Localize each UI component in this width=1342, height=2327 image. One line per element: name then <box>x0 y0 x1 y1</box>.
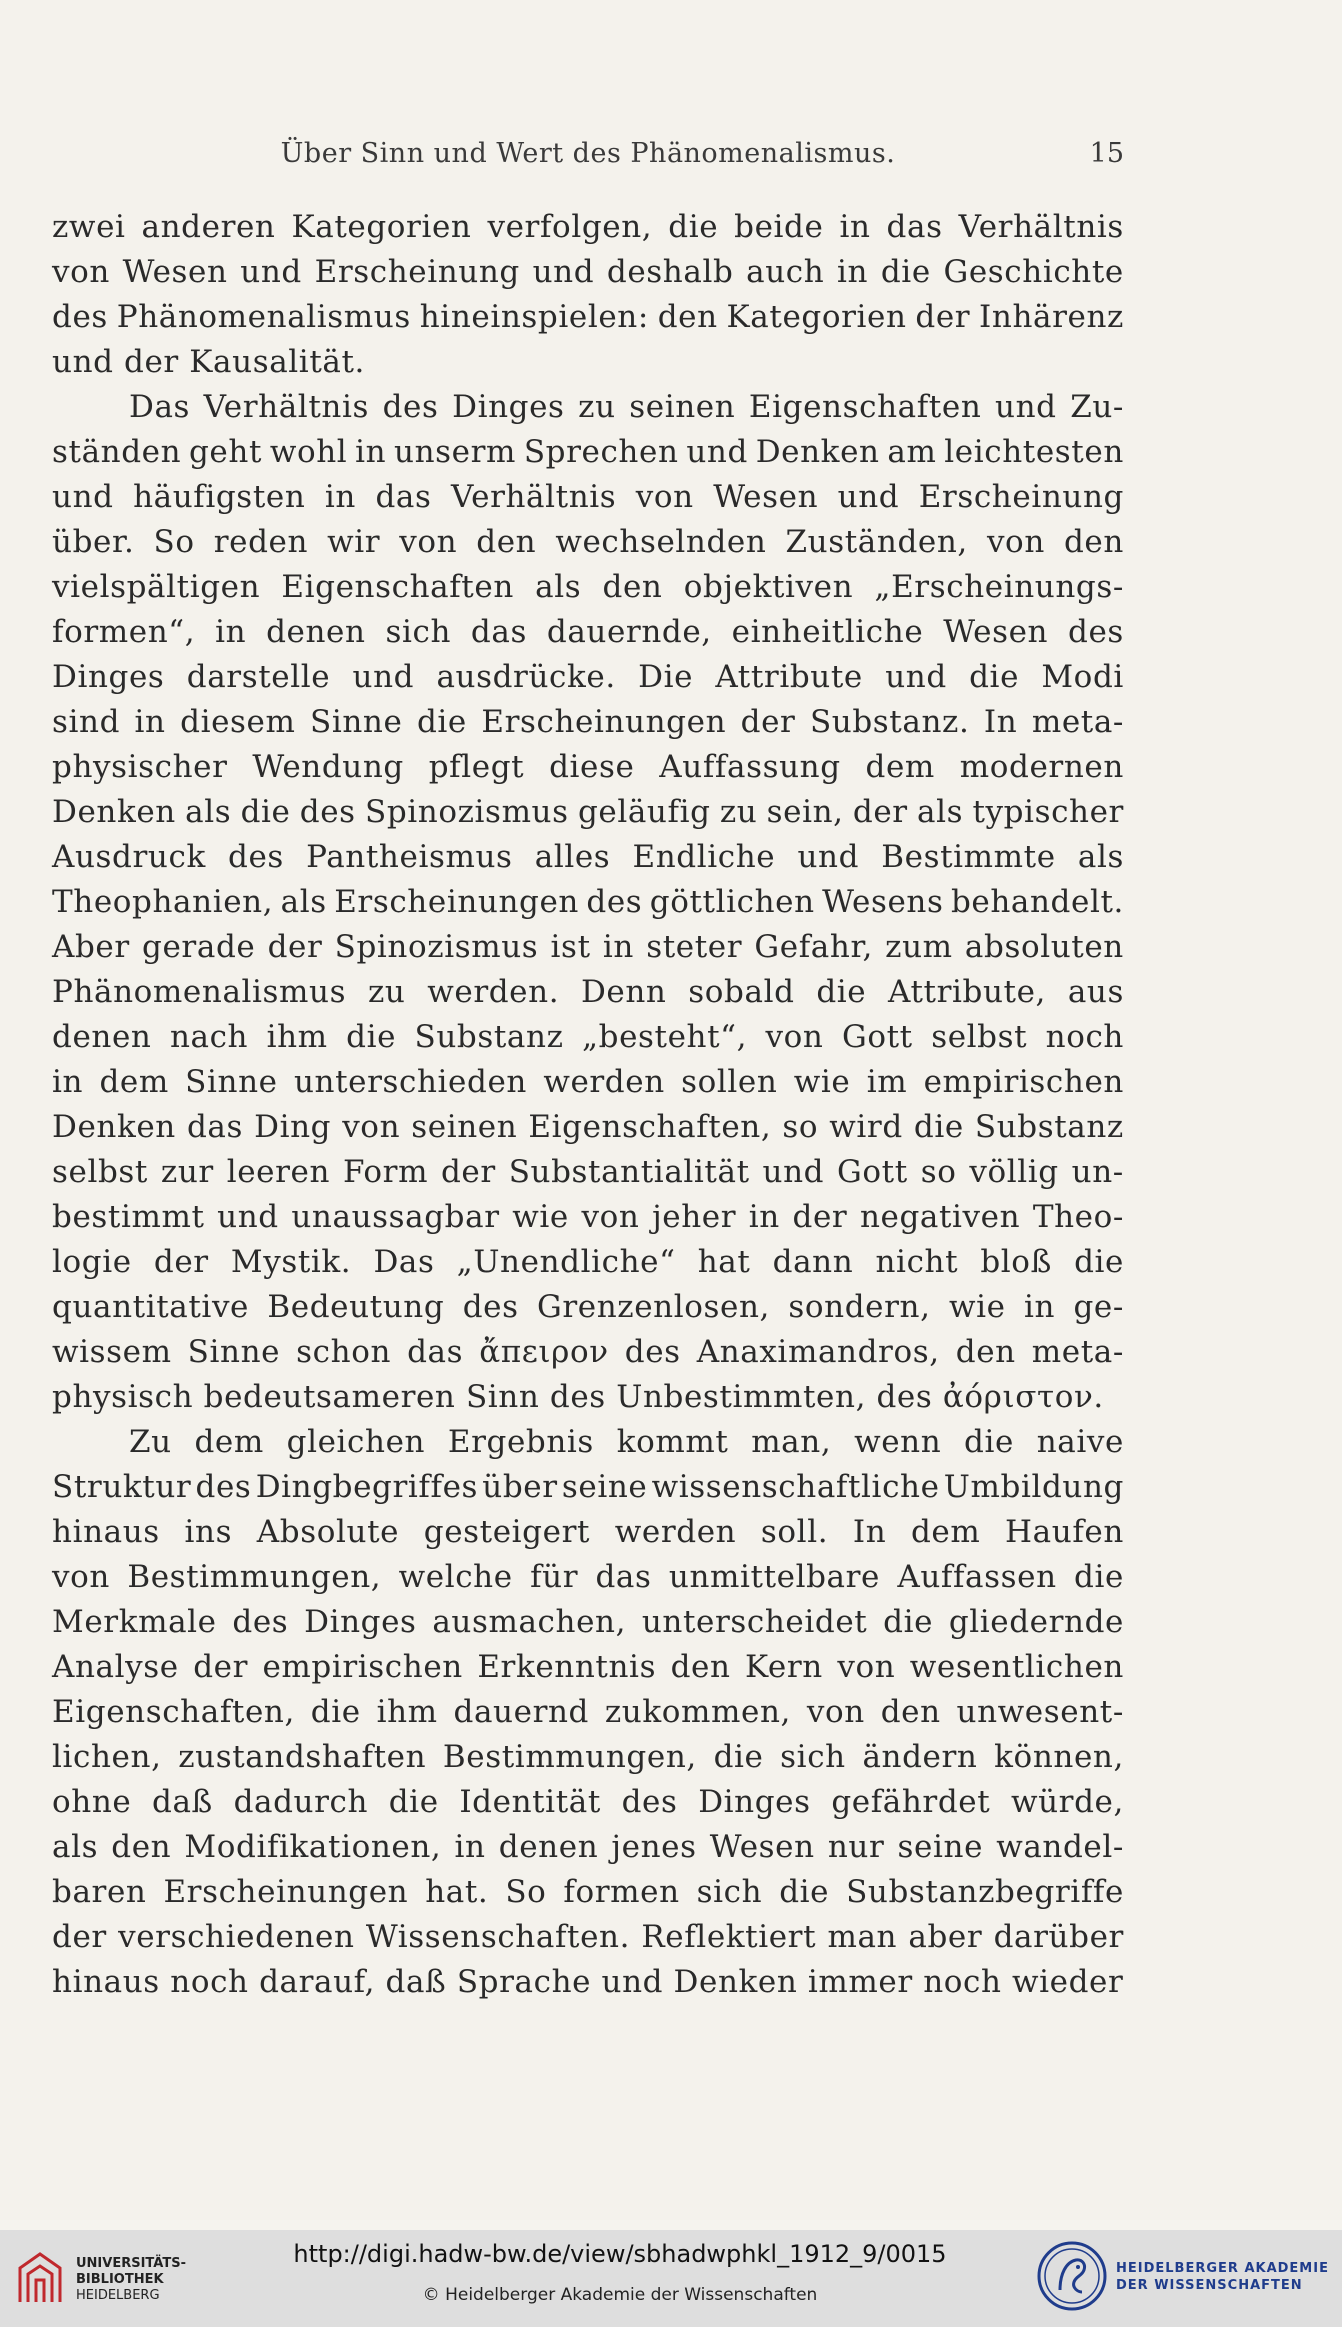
text-line: zwei anderen Kategorien verfolgen, die beide in das Verhältnis <box>52 209 1124 245</box>
text-line: Eigenschaften, die ihm dauernd zukommen, von den unwesent- <box>52 1694 1124 1730</box>
text-line: Zu dem gleichen Ergebnis kommt man, wenn die naive <box>129 1424 1124 1460</box>
text-line: selbst zur leeren Form der Substantialität und Gott so völlig un- <box>52 1154 1124 1190</box>
text-line: und der Kausalität. <box>52 344 365 380</box>
academy-logo[interactable] <box>1036 2238 1336 2318</box>
text-line: ohne daß dadurch die Identität des Dinges gefährdet würde, <box>52 1784 1124 1820</box>
text-line: formen“, in denen sich das dauernde, einheitliche Wesen des <box>52 614 1124 650</box>
text-line: ständen geht wohl in unserm Sprechen und Denken am leichtesten <box>52 434 1124 470</box>
text-line: als den Modifikationen, in denen jenes Wesen nur seine wandel- <box>52 1829 1124 1865</box>
library-name: UNIVERSITÄTS- BIBLIOTHEK HEIDELBERG <box>76 2256 186 2303</box>
text-line: Analyse der empirischen Erkenntnis den Kern von wesentlichen <box>52 1649 1124 1685</box>
text-line: sind in diesem Sinne die Erscheinungen der Substanz. In meta- <box>52 704 1124 740</box>
text-line: logie der Mystik. Das „Unendliche“ hat dann nicht bloß die <box>52 1244 1124 1280</box>
copyright-notice: © Heidelberger Akademie der Wissenschaften <box>422 2285 818 2305</box>
text-line: von Bestimmungen, welche für das unmittelbare Auffassen die <box>52 1559 1124 1595</box>
academy-name: HEIDELBERGER AKADEMIE DER WISSENSCHAFTEN <box>1116 2261 1329 2293</box>
text-line: hinaus ins Absolute gesteigert werden soll. In dem Haufen <box>52 1514 1124 1550</box>
text-line: Denken als die des Spinozismus geläufig zu sein, der als typischer <box>52 794 1124 830</box>
footer-bar <box>0 2230 1342 2327</box>
text-line: Phänomenalismus zu werden. Denn sobald die Attribute, aus <box>52 974 1124 1010</box>
text-line: physisch bedeutsameren Sinn des Unbestimmten, des ἀόριστον. <box>52 1379 1104 1415</box>
library-logo[interactable] <box>14 2242 186 2314</box>
text-line: Merkmale des Dinges ausmachen, unterscheidet die gliedernde <box>52 1604 1124 1640</box>
text-line: denen nach ihm die Substanz „besteht“, von Gott selbst noch <box>52 1019 1124 1055</box>
text-line: des Phänomenalismus hineinspielen: den Kategorien der Inhärenz <box>52 299 1124 335</box>
text-line: in dem Sinne unterschieden werden sollen wie im empirischen <box>52 1064 1124 1100</box>
text-line: Das Verhältnis des Dinges zu seinen Eigenschaften und Zu- <box>129 389 1124 425</box>
body-text <box>52 205 1124 2005</box>
text-line: Denken das Ding von seinen Eigenschaften, so wird die Substanz <box>52 1109 1124 1145</box>
text-line: der verschiedenen Wissenschaften. Reflektiert man aber darüber <box>52 1919 1124 1955</box>
page-url-link[interactable]: http://digi.hadw-bw.de/view/sbhadwphkl_1912_9/0015 <box>293 2240 947 2268</box>
text-line: Ausdruck des Pantheismus alles Endliche und Bestimmte als <box>52 839 1124 875</box>
text-line: Dinges darstelle und ausdrücke. Die Attribute und die Modi <box>52 659 1124 695</box>
text-line: baren Erscheinungen hat. So formen sich die Substanzbegriffe <box>52 1874 1124 1910</box>
text-line: über. So reden wir von den wechselnden Zuständen, von den <box>52 524 1124 560</box>
page-number: 15 <box>1089 138 1124 169</box>
running-title: Über Sinn und Wert des Phänomenalismus. <box>280 138 896 169</box>
text-line: vielspältigen Eigenschaften als den objektiven „Erscheinungs- <box>52 569 1124 605</box>
text-line: von Wesen und Erscheinung und deshalb auch in die Geschichte <box>52 254 1124 290</box>
text-line: quantitative Bedeutung des Grenzenlosen, sondern, wie in ge- <box>52 1289 1124 1325</box>
text-line: physischer Wendung pflegt diese Auffassung dem modernen <box>52 749 1124 785</box>
text-line: Struktur des Dingbegriffes über seine wissenschaftliche Umbildung <box>52 1469 1124 1505</box>
text-line: lichen, zustandshaften Bestimmungen, die sich ändern können, <box>52 1739 1124 1775</box>
academy-seal-icon <box>1036 2240 1108 2312</box>
text-line: hinaus noch darauf, daß Sprache und Denken immer noch wieder <box>52 1964 1124 2000</box>
library-emblem-icon <box>14 2248 66 2308</box>
text-line: und häufigsten in das Verhältnis von Wesen und Erscheinung <box>52 479 1124 515</box>
text-line: bestimmt und unaussagbar wie von jeher in der negativen Theo- <box>52 1199 1124 1235</box>
text-line: Aber gerade der Spinozismus ist in steter Gefahr, zum absoluten <box>52 929 1124 965</box>
text-line: Theophanien, als Erscheinungen des göttlichen Wesens behandelt. <box>52 884 1124 920</box>
text-line: wissem Sinne schon das ἄπειρον des Anaximandros, den meta- <box>52 1334 1124 1370</box>
running-head <box>52 138 1124 178</box>
